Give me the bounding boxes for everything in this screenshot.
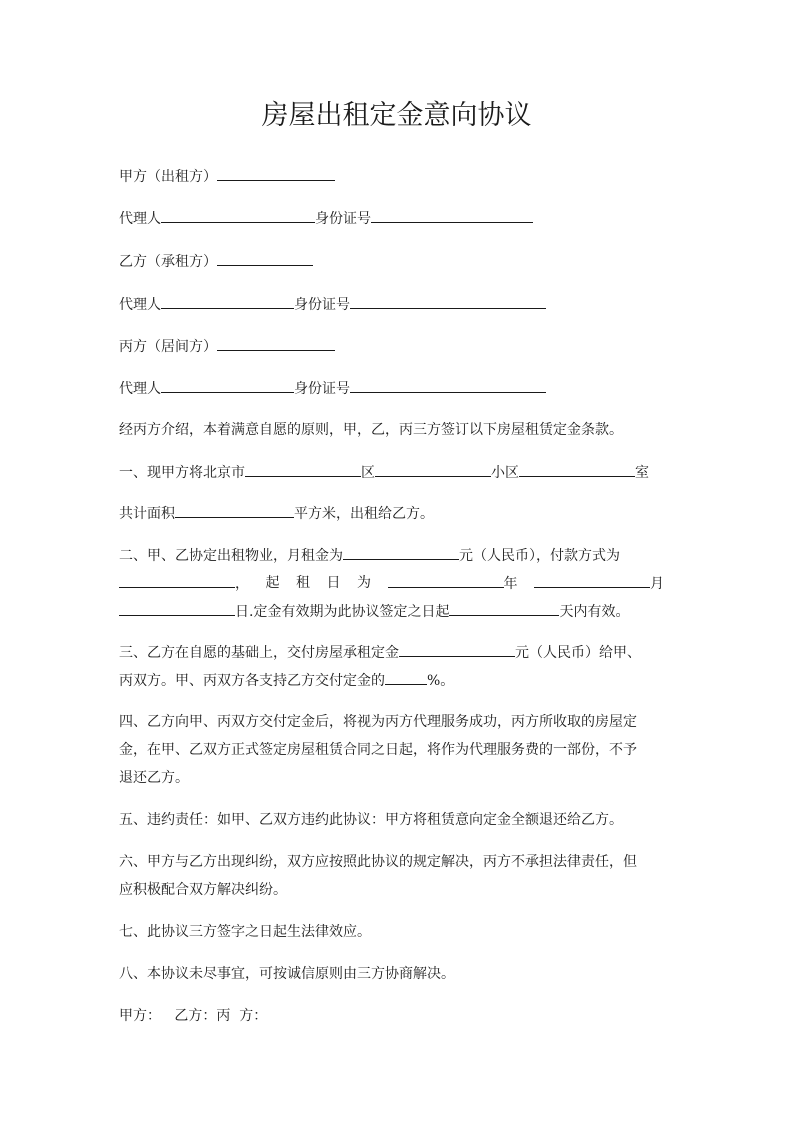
clause-8: 八、本协议未尽事宜，可按诚信原则由三方协商解决。 xyxy=(119,966,455,982)
party-a-label: 甲方（出租方） xyxy=(119,169,217,185)
intro-paragraph: 经丙方介绍，本着满意自愿的原则，甲，乙，丙三方签订以下房屋租赁定金条款。 xyxy=(119,422,623,438)
percentage-blank[interactable] xyxy=(385,670,427,685)
clause-3-text-b: 元（人民币）给甲、 xyxy=(515,645,641,661)
clause-2-line-3 xyxy=(119,601,664,622)
party-b-label: 乙方（承租方） xyxy=(119,254,217,270)
start-month-blank[interactable] xyxy=(534,573,650,588)
clause-3-line-1 xyxy=(119,642,664,663)
party-c-line xyxy=(119,336,664,357)
clause-5: 五、违约责任：如甲、乙双方违约此协议：甲方将租赁意向定金全额退还给乙方。 xyxy=(119,812,623,828)
agent-1-blank[interactable] xyxy=(161,208,315,223)
clause-1-text-a: 一、现甲方将北京市 xyxy=(119,465,245,481)
agent-3-line xyxy=(119,378,664,399)
party-c-blank[interactable] xyxy=(217,336,335,351)
clause-1-text-f: 平方米，出租给乙方。 xyxy=(294,506,434,522)
agent-2-label: 代理人 xyxy=(119,297,161,313)
party-a-blank[interactable] xyxy=(217,166,335,181)
district-blank[interactable] xyxy=(375,462,491,477)
clause-2-line-1 xyxy=(119,545,664,566)
clause-7: 七、此协议三方签字之日起生法律效应。 xyxy=(119,924,371,940)
clause-4-line-1: 四、乙方向甲、丙双方交付定金后，将视为丙方代理服务成功，丙方所收取的房屋定 xyxy=(119,714,637,730)
clause-2-text-d: 起 xyxy=(265,575,280,591)
clause-1-text-d: 室 xyxy=(635,465,649,481)
area-blank[interactable] xyxy=(175,503,294,518)
id-3-label: 身份证号 xyxy=(294,381,350,397)
clause-4-line-2: 金，在甲、乙双方正式签定房屋租赁合同之日起，将作为代理服务费的一部份，不予 xyxy=(119,742,637,758)
deposit-amount-blank[interactable] xyxy=(399,642,515,657)
party-c-label: 丙方（居间方） xyxy=(119,339,217,355)
clause-2-text-c: ， xyxy=(235,576,249,592)
id-2-blank[interactable] xyxy=(350,294,546,309)
clause-6-line-1: 六、甲方与乙方出现纠纷，双方应按照此协议的规定解决，丙方不承担法律责任，但 xyxy=(119,854,637,870)
party-b-blank[interactable] xyxy=(217,251,313,266)
agent-3-blank[interactable] xyxy=(161,378,294,393)
clause-2-text-b: 元（人民币），付款方式为 xyxy=(459,548,620,564)
clause-2-text-k: 天内有效。 xyxy=(559,604,630,620)
clause-3-text-a: 三、乙方在自愿的基础上，交付房屋承租定金 xyxy=(119,645,399,661)
clause-3-line-2 xyxy=(119,670,664,691)
payment-method-blank[interactable] xyxy=(119,573,235,588)
clause-1-text-e: 共计面积 xyxy=(119,506,175,522)
page-title: 房屋出租定金意向协议 xyxy=(261,100,532,131)
clause-2-text-a: 二、甲、乙协定出租物业，月租金为 xyxy=(119,548,343,564)
agent-2-line xyxy=(119,294,664,315)
agent-1-line xyxy=(119,208,664,229)
party-a-line xyxy=(119,166,664,187)
clause-4-line-3: 退还乙方。 xyxy=(119,770,189,786)
clause-1-line-1 xyxy=(119,462,664,483)
clause-1-text-c: 小区 xyxy=(491,465,519,481)
agent-2-blank[interactable] xyxy=(161,294,294,309)
start-year-blank[interactable] xyxy=(388,573,504,588)
clause-2-text-f: 日 xyxy=(326,575,341,591)
valid-days-blank[interactable] xyxy=(449,601,559,616)
clause-2-line-2 xyxy=(119,573,664,594)
id-2-label: 身份证号 xyxy=(294,297,350,313)
clause-2-text-e: 租 xyxy=(296,575,310,591)
id-1-blank[interactable] xyxy=(371,208,533,223)
community-blank[interactable] xyxy=(519,462,635,477)
clause-2-text-i: 月 xyxy=(650,576,664,592)
party-b-line xyxy=(119,251,664,272)
agent-1-label: 代理人 xyxy=(119,211,161,227)
clause-6-line-2: 应积极配合双方解决纠纷。 xyxy=(119,882,287,898)
start-day-blank[interactable] xyxy=(119,601,235,616)
id-3-blank[interactable] xyxy=(350,378,546,393)
clause-1-text-b: 区 xyxy=(361,465,375,481)
city-blank[interactable] xyxy=(245,462,361,477)
agent-3-label: 代理人 xyxy=(119,381,161,397)
clause-2-text-g: 为 xyxy=(357,575,371,591)
id-1-label: 身份证号 xyxy=(315,211,371,227)
rent-blank[interactable] xyxy=(343,545,459,560)
clause-2-text-h: 年 xyxy=(503,576,518,592)
clause-2-text-j: 日.定金有效期为此协议签定之日起 xyxy=(235,604,450,620)
clause-1-line-2 xyxy=(119,503,664,524)
clause-3-text-d: %。 xyxy=(427,673,455,689)
signature-line: 甲方： 乙方：丙 方： xyxy=(119,1008,268,1024)
clause-3-text-c: 丙双方。甲、丙双方各支持乙方交付定金的 xyxy=(119,673,385,689)
